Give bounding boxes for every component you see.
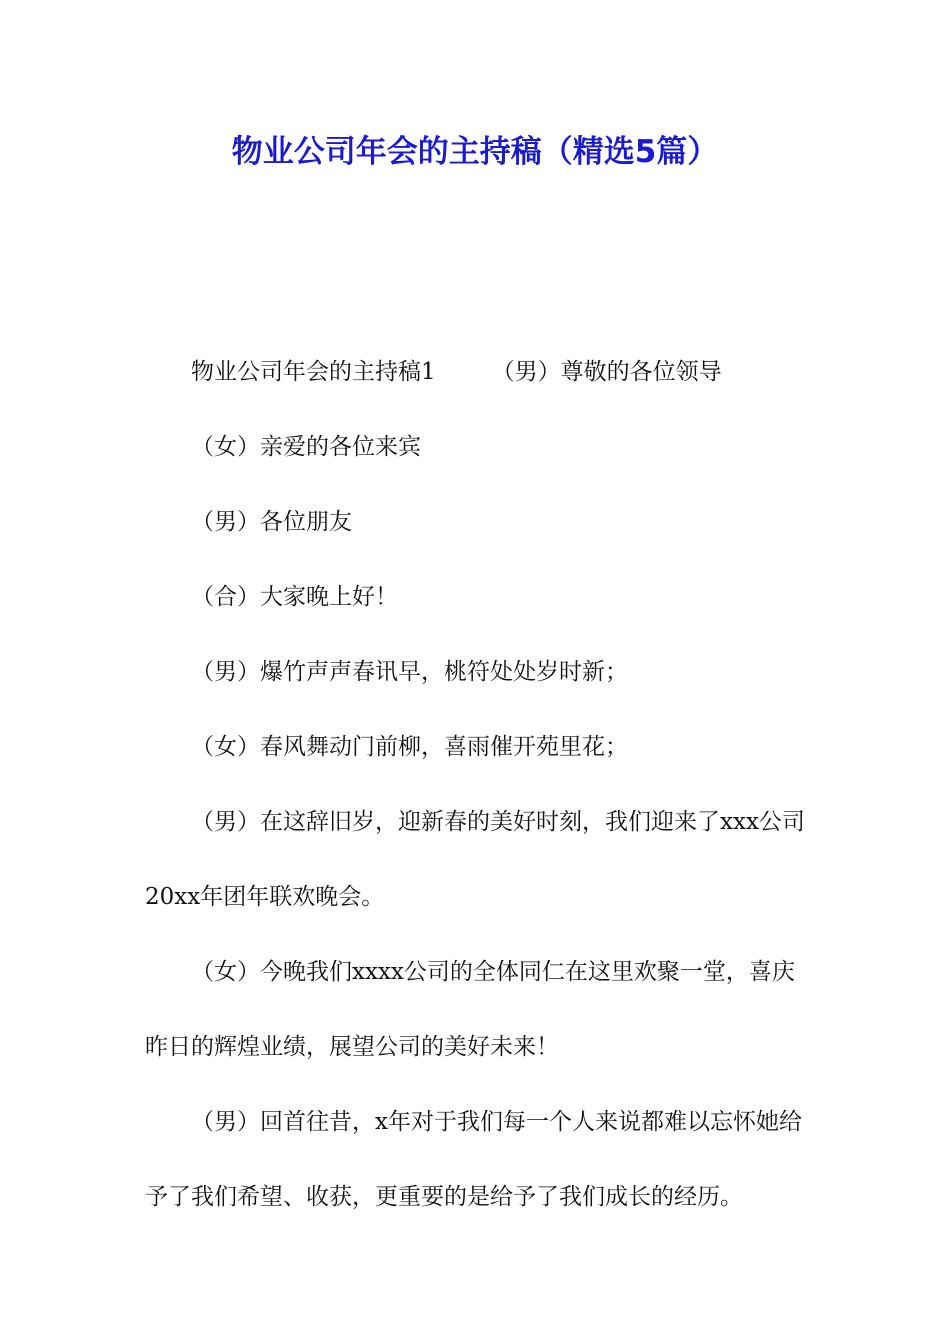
paragraph: （女）今晚我们xxxx公司的全体同仁在这里欢聚一堂，喜庆昨日的辉煌业绩，展望公司的美好未来！ <box>145 959 795 1060</box>
paragraph: （合）大家晚上好！ <box>191 584 398 610</box>
paragraph <box>145 335 810 410</box>
document-title: 物业公司年会的主持稿（精选5篇） <box>231 134 719 170</box>
paragraph: （女）春风舞动门前柳，喜雨催开苑里花； <box>191 734 628 760</box>
paragraph: （男）回首往昔，x年对于我们每一个人来说都难以忘怀她给予了我们希望、收获，更重要的是给予了我们成长的经历。 <box>145 1109 802 1210</box>
paragraph: （男）各位朋友 <box>191 509 352 535</box>
paragraph-text: （男）尊敬的各位领导 <box>491 359 722 385</box>
document-body <box>145 335 810 1235</box>
section-heading: 物业公司年会的主持稿1 <box>191 359 436 385</box>
paragraph: （男）在这辞旧岁，迎新春的美好时刻，我们迎来了xxx公司20xx年团年联欢晚会。 <box>145 809 805 910</box>
paragraph: （女）亲爱的各位来宾 <box>191 434 421 460</box>
paragraph: （男）爆竹声声春讯早，桃符处处岁时新； <box>191 659 628 685</box>
